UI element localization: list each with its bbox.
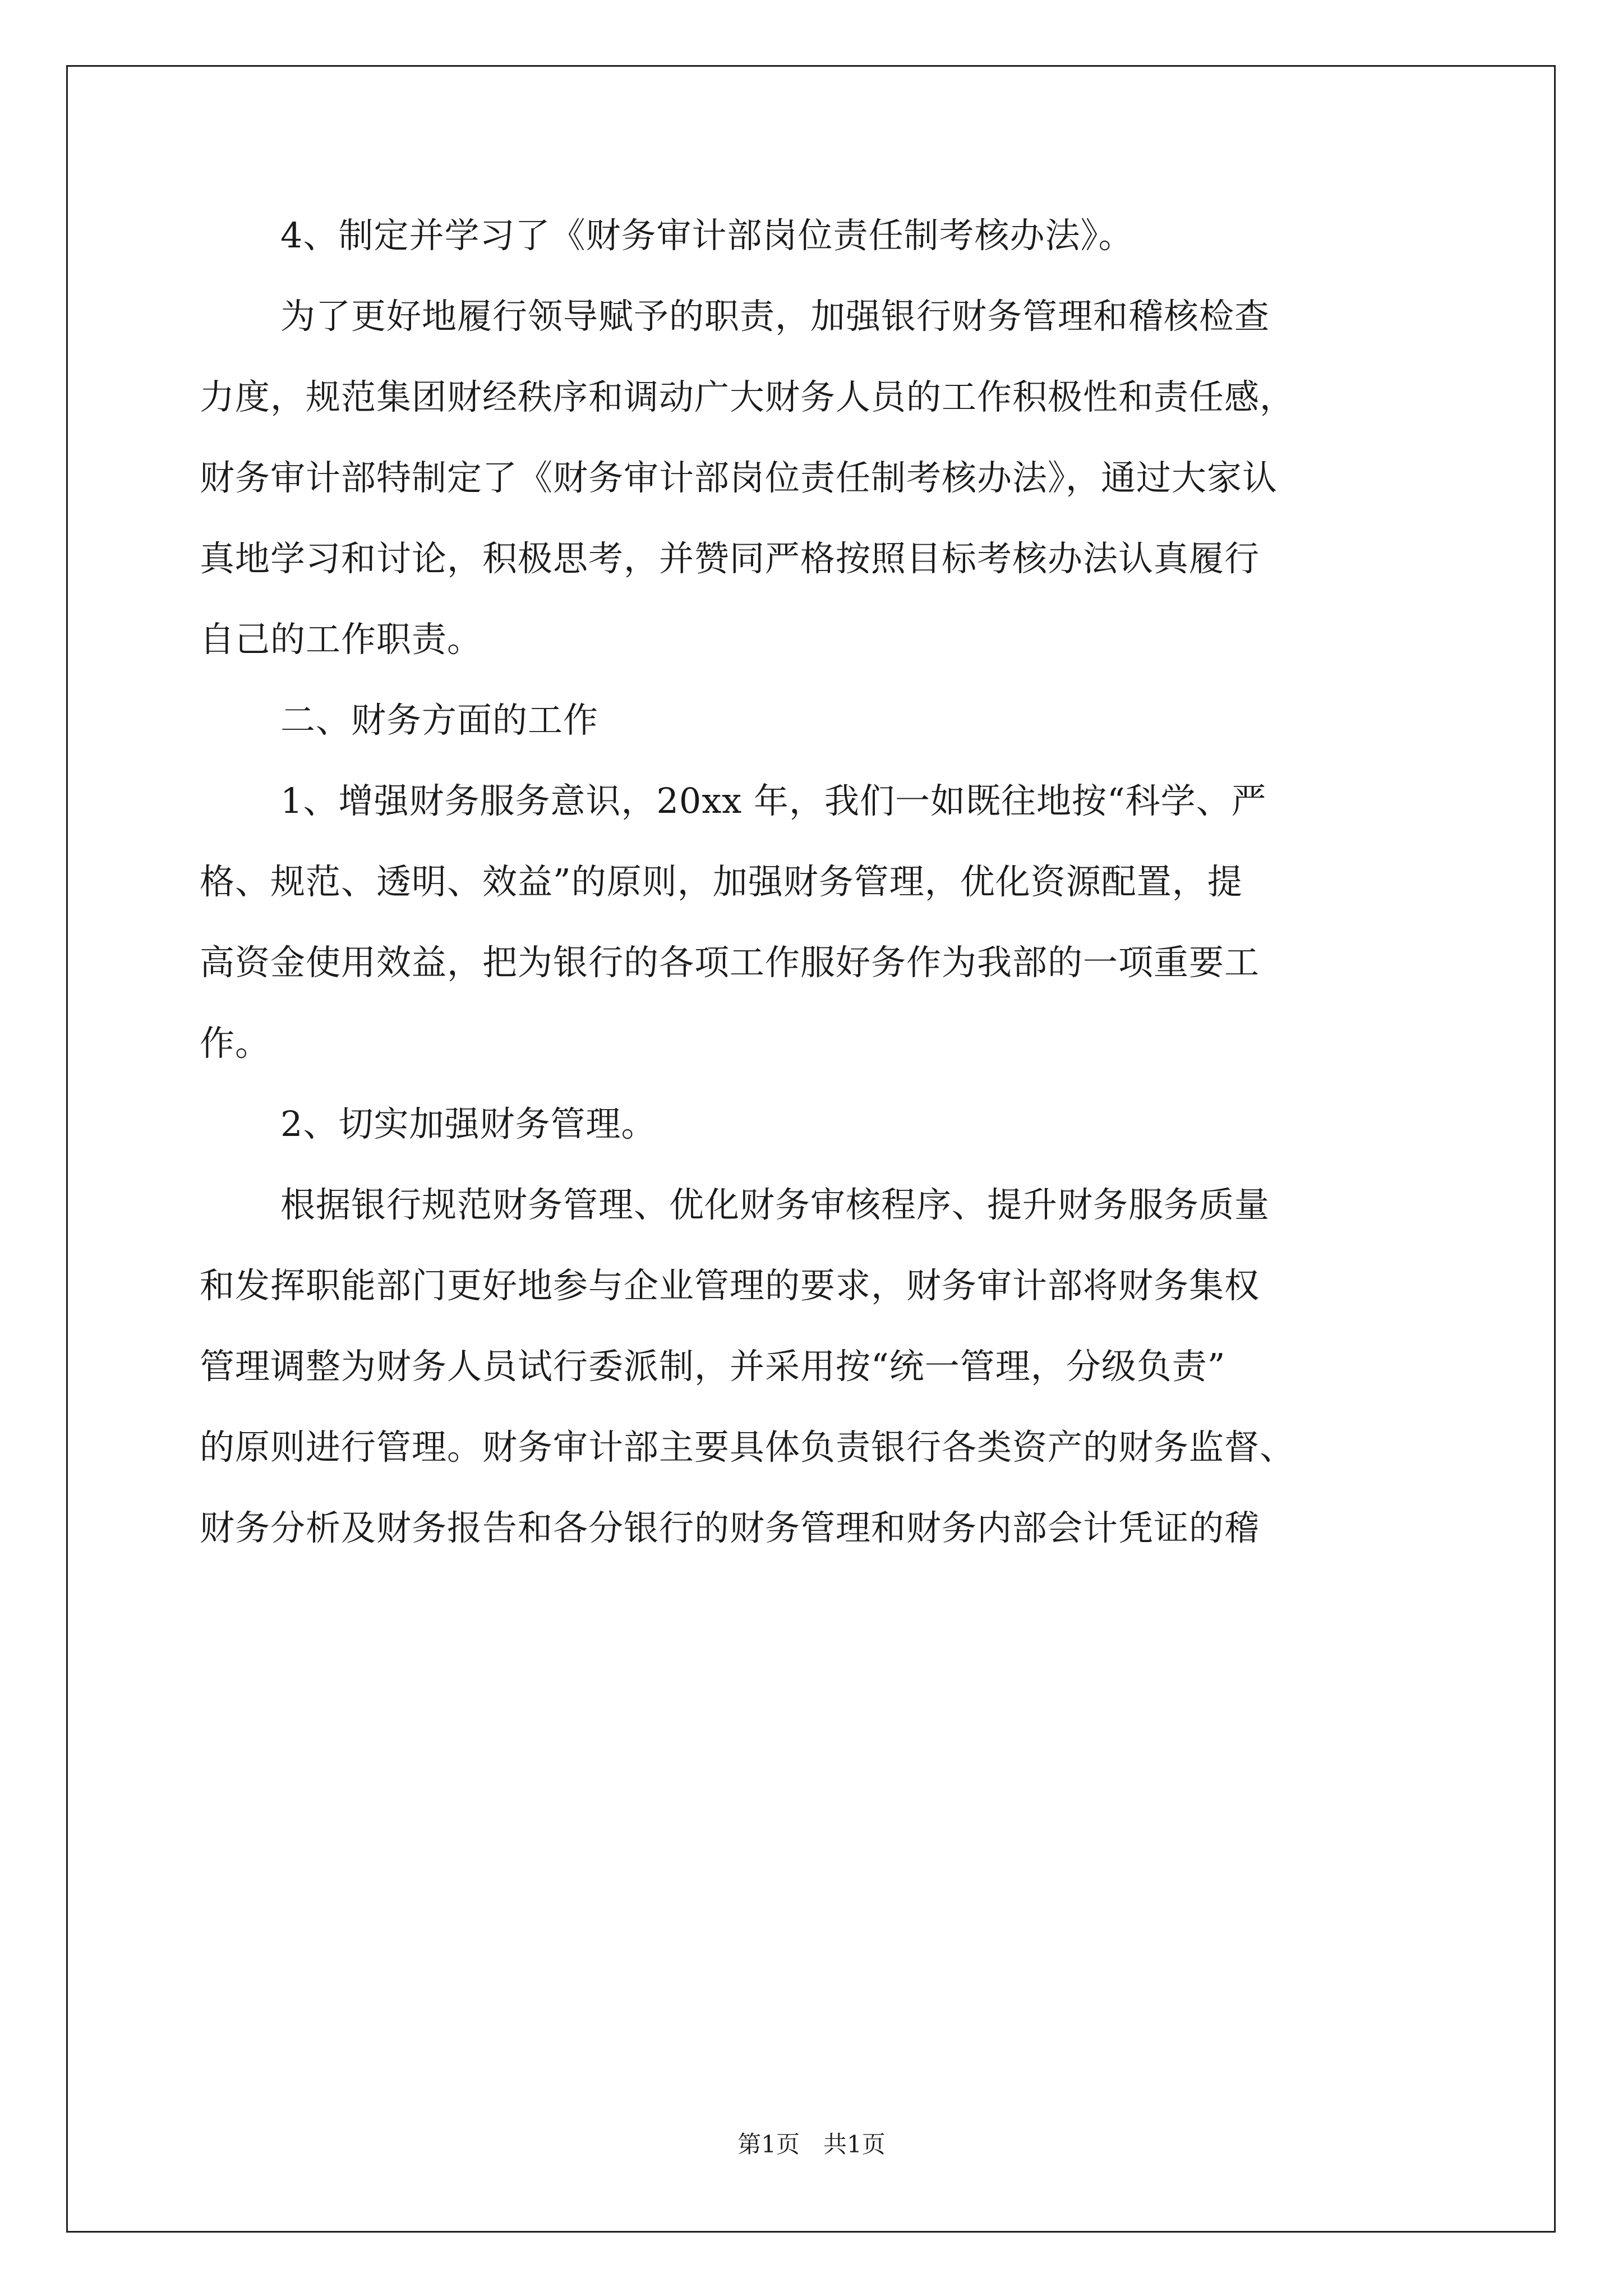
page-number-footer: 第1页 共1页: [737, 2131, 886, 2158]
text-line: 自己的工作职责。: [200, 619, 483, 660]
section-heading: 二、财务方面的工作: [280, 700, 599, 740]
text-line: 财务审计部特制定了《财务审计部岗位责任制考核办法》，通过大家认: [200, 457, 1278, 498]
text-line: 作。: [200, 1023, 271, 1064]
text-line: 为了更好地履行领导赋予的职责，加强银行财务管理和稽核检查: [280, 296, 1270, 337]
text-line: 的原则进行管理。财务审计部主要具体负责银行各类资产的财务监督、: [200, 1427, 1295, 1467]
text-line: 高资金使用效益，把为银行的各项工作服好务作为我部的一项重要工: [200, 942, 1260, 983]
text-line: 真地学习和讨论，积极思考，并赞同严格按照目标考核办法认真履行: [200, 538, 1260, 579]
text-line: 力度，规范集团财经秩序和调动广大财务人员的工作积极性和责任感，: [200, 376, 1295, 417]
text-line: 1、增强财务服务意识，20xx 年，我们一如既往地按“科学、严: [280, 780, 1267, 821]
document-body: [200, 195, 1431, 1568]
text-line: 4、制定并学习了《财务审计部岗位责任制考核办法》。: [280, 215, 1134, 256]
text-line: 格、规范、透明、效益”的原则，加强财务管理，优化资源配置，提: [200, 861, 1243, 902]
text-line: 2、切实加强财务管理。: [280, 1103, 657, 1144]
text-line: 和发挥职能部门更好地参与企业管理的要求，财务审计部将财务集权: [200, 1265, 1260, 1306]
text-line: 财务分析及财务报告和各分银行的财务管理和财务内部会计凭证的稽: [200, 1507, 1260, 1548]
text-line: 管理调整为财务人员试行委派制，并采用按“统一管理，分级负责”: [200, 1346, 1226, 1387]
text-line: 根据银行规范财务管理、优化财务审核程序、提升财务服务质量: [280, 1184, 1270, 1225]
